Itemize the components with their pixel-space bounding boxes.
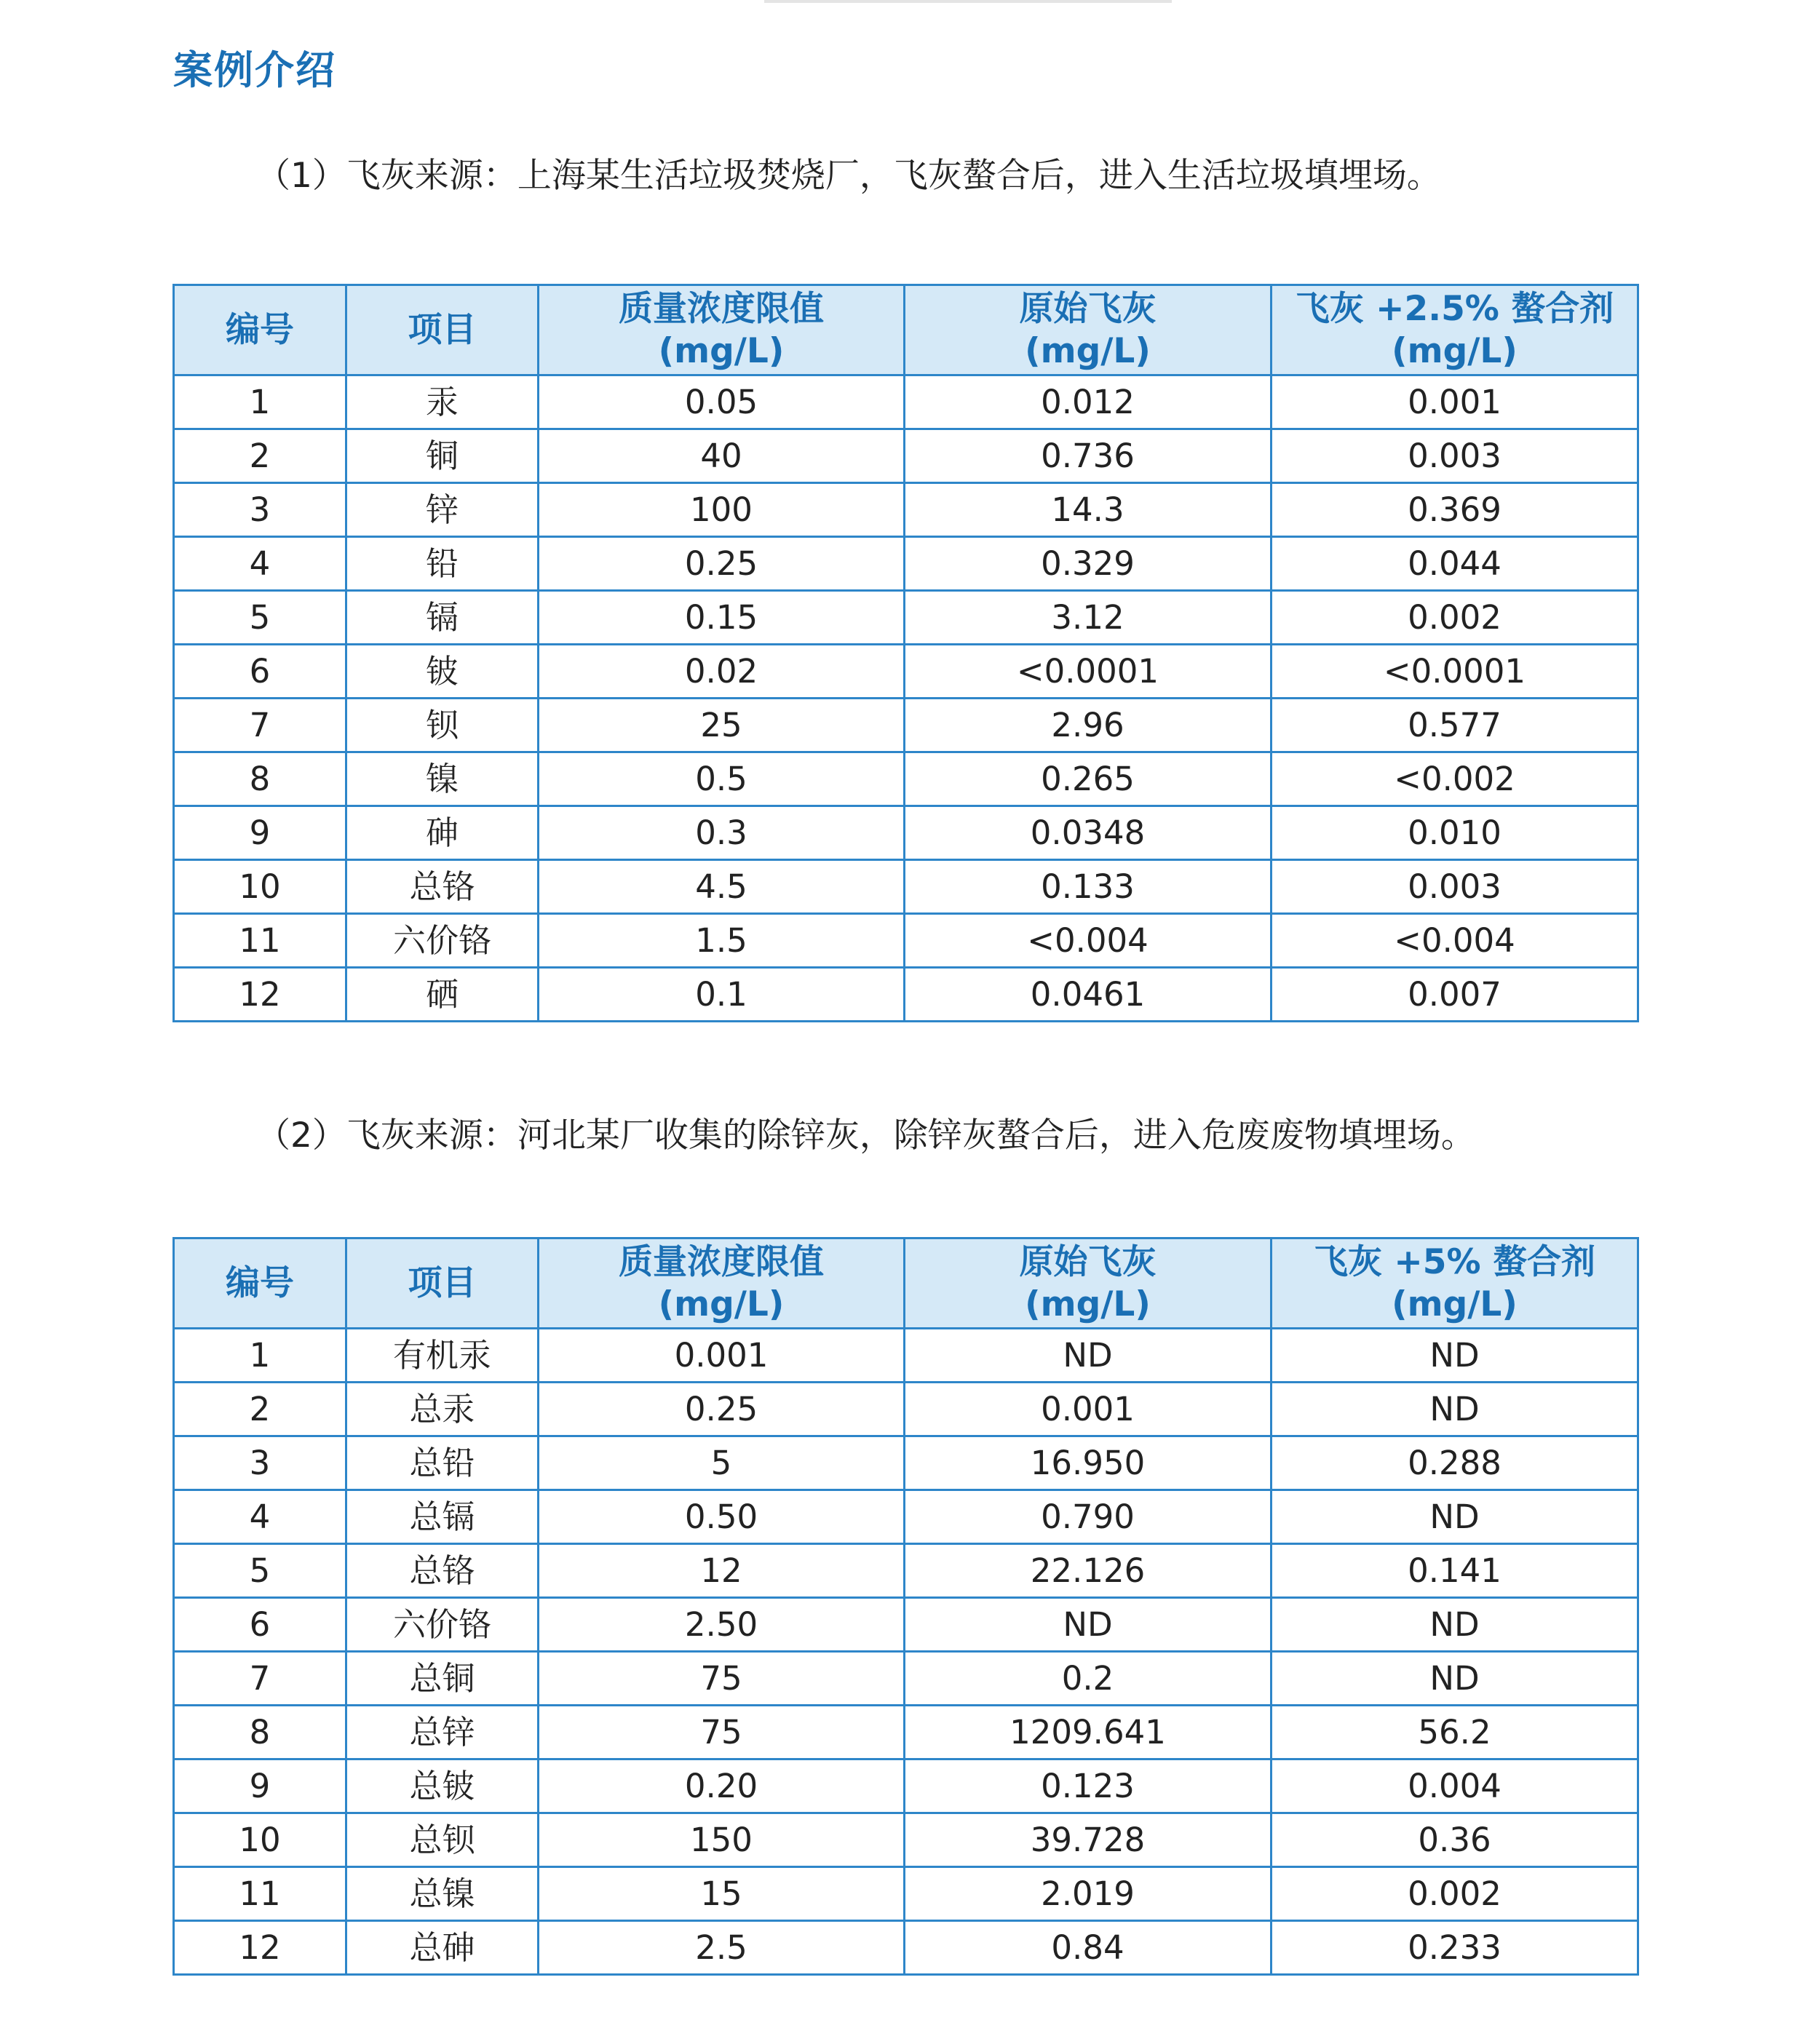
- cell-limit: 150: [539, 1813, 905, 1867]
- cell-treated: 56.2: [1272, 1706, 1638, 1759]
- cell-item: 有机汞: [346, 1329, 539, 1383]
- cell-no: 10: [174, 1813, 346, 1867]
- cell-no: 8: [174, 1706, 346, 1759]
- cell-no: 6: [174, 1598, 346, 1652]
- cell-treated: 0.141: [1272, 1544, 1638, 1598]
- header-no: 编号: [174, 1238, 346, 1329]
- header-limit-unit: (mg/L): [658, 1284, 785, 1324]
- cell-raw: 0.265: [905, 752, 1272, 806]
- cell-limit: 25: [539, 699, 905, 752]
- cell-item: 总汞: [346, 1383, 539, 1436]
- cell-no: 1: [174, 1329, 346, 1383]
- case-2-table-body: [174, 1329, 1638, 1975]
- cell-item: 锌: [346, 483, 539, 537]
- cell-raw: 2.019: [905, 1867, 1272, 1921]
- cell-treated: ND: [1272, 1329, 1638, 1383]
- cell-raw: <0.0001: [905, 645, 1272, 699]
- cell-raw: 0.123: [905, 1759, 1272, 1813]
- cell-limit: 75: [539, 1652, 905, 1706]
- cell-limit: 2.5: [539, 1921, 905, 1975]
- cell-raw: 0.133: [905, 860, 1272, 914]
- cell-treated: 0.288: [1272, 1436, 1638, 1490]
- cell-raw: 2.96: [905, 699, 1272, 752]
- cell-limit: 0.25: [539, 537, 905, 591]
- cell-no: 5: [174, 591, 346, 645]
- cell-treated: 0.002: [1272, 591, 1638, 645]
- header-raw-unit: (mg/L): [1025, 1284, 1151, 1324]
- cell-no: 9: [174, 806, 346, 860]
- cell-item: 总铍: [346, 1759, 539, 1813]
- cell-no: 1: [174, 375, 346, 429]
- cell-raw: 1209.641: [905, 1706, 1272, 1759]
- cell-treated: <0.004: [1272, 914, 1638, 968]
- cell-raw: 0.012: [905, 375, 1272, 429]
- header-raw-label: 原始飞灰: [1019, 1241, 1157, 1282]
- table-row: [174, 752, 1638, 806]
- cell-item: 砷: [346, 806, 539, 860]
- cell-no: 10: [174, 860, 346, 914]
- header-limit: [539, 1238, 905, 1329]
- cell-limit: 0.25: [539, 1383, 905, 1436]
- header-item: 项目: [346, 285, 539, 375]
- table-row: [174, 1921, 1638, 1975]
- cell-treated: ND: [1272, 1383, 1638, 1436]
- cell-treated: 0.577: [1272, 699, 1638, 752]
- cell-treated: 0.004: [1272, 1759, 1638, 1813]
- table-row: [174, 483, 1638, 537]
- table-row: [174, 1706, 1638, 1759]
- cell-raw: 0.0348: [905, 806, 1272, 860]
- table-row: [174, 806, 1638, 860]
- cell-raw: 3.12: [905, 591, 1272, 645]
- cell-item: 汞: [346, 375, 539, 429]
- cell-raw: 0.84: [905, 1921, 1272, 1975]
- table-row: [174, 1383, 1638, 1436]
- cell-raw: 16.950: [905, 1436, 1272, 1490]
- cell-limit: 40: [539, 429, 905, 483]
- header-limit-label: 质量浓度限值: [619, 288, 824, 329]
- cell-item: 六价铬: [346, 914, 539, 968]
- cell-raw: 22.126: [905, 1544, 1272, 1598]
- cell-no: 2: [174, 429, 346, 483]
- table-row: [174, 1436, 1638, 1490]
- cell-raw: 0.329: [905, 537, 1272, 591]
- cell-limit: 75: [539, 1706, 905, 1759]
- cell-treated: 0.003: [1272, 429, 1638, 483]
- table-row: [174, 914, 1638, 968]
- cell-limit: 12: [539, 1544, 905, 1598]
- case-2-description: （2）飞灰来源：河北某厂收集的除锌灰，除锌灰螯合后，进入危废废物填埋场。: [256, 1116, 1475, 1156]
- header-raw-unit: (mg/L): [1025, 330, 1151, 371]
- page-title: 案例介绍: [173, 47, 336, 93]
- cell-no: 3: [174, 1436, 346, 1490]
- cell-item: 总砷: [346, 1921, 539, 1975]
- cell-no: 12: [174, 1921, 346, 1975]
- cell-treated: 0.010: [1272, 806, 1638, 860]
- cell-limit: 0.20: [539, 1759, 905, 1813]
- table-header-row: [174, 285, 1638, 375]
- cell-raw: <0.004: [905, 914, 1272, 968]
- case-1-description: （1）飞灰来源：上海某生活垃圾焚烧厂，飞灰螯合后，进入生活垃圾填埋场。: [256, 156, 1441, 196]
- cell-treated: ND: [1272, 1598, 1638, 1652]
- header-treated: [1272, 1238, 1638, 1329]
- cell-item: 铅: [346, 537, 539, 591]
- cell-raw: 0.736: [905, 429, 1272, 483]
- table-row: [174, 1813, 1638, 1867]
- header-raw-label: 原始飞灰: [1019, 288, 1157, 329]
- cell-no: 4: [174, 537, 346, 591]
- cell-item: 总铜: [346, 1652, 539, 1706]
- cell-no: 7: [174, 1652, 346, 1706]
- cell-raw: 14.3: [905, 483, 1272, 537]
- cell-no: 2: [174, 1383, 346, 1436]
- cell-treated: 0.007: [1272, 968, 1638, 1022]
- cell-treated: 0.001: [1272, 375, 1638, 429]
- cell-limit: 5: [539, 1436, 905, 1490]
- header-limit: [539, 285, 905, 375]
- table-row: [174, 1759, 1638, 1813]
- cell-no: 6: [174, 645, 346, 699]
- cell-limit: 4.5: [539, 860, 905, 914]
- cell-no: 8: [174, 752, 346, 806]
- table-header-row: [174, 1238, 1638, 1329]
- table-row: [174, 1867, 1638, 1921]
- cell-item: 总镍: [346, 1867, 539, 1921]
- table-row: [174, 1544, 1638, 1598]
- cell-item: 镉: [346, 591, 539, 645]
- case-2-table: [172, 1237, 1639, 1976]
- case-1-table-body: [174, 375, 1638, 1022]
- cell-treated: 0.003: [1272, 860, 1638, 914]
- cell-treated: 0.044: [1272, 537, 1638, 591]
- header-no: 编号: [174, 285, 346, 375]
- cell-treated: 0.002: [1272, 1867, 1638, 1921]
- cell-treated: 0.369: [1272, 483, 1638, 537]
- cell-no: 5: [174, 1544, 346, 1598]
- table-row: [174, 375, 1638, 429]
- cell-limit: 100: [539, 483, 905, 537]
- cell-raw: 0.001: [905, 1383, 1272, 1436]
- cell-no: 3: [174, 483, 346, 537]
- table-row: [174, 1490, 1638, 1544]
- table-row: [174, 1598, 1638, 1652]
- header-limit-unit: (mg/L): [658, 330, 785, 371]
- header-treated-unit: (mg/L): [1392, 1284, 1518, 1324]
- cell-limit: 0.15: [539, 591, 905, 645]
- header-treated: [1272, 285, 1638, 375]
- cell-treated: 0.36: [1272, 1813, 1638, 1867]
- table-row: [174, 1329, 1638, 1383]
- cell-item: 钡: [346, 699, 539, 752]
- table-row: [174, 645, 1638, 699]
- cell-limit: 0.50: [539, 1490, 905, 1544]
- cell-raw: 39.728: [905, 1813, 1272, 1867]
- header-limit-label: 质量浓度限值: [619, 1241, 824, 1282]
- table-row: [174, 1652, 1638, 1706]
- cell-no: 11: [174, 914, 346, 968]
- cell-treated: 0.233: [1272, 1921, 1638, 1975]
- table-row: [174, 591, 1638, 645]
- cell-item: 总锌: [346, 1706, 539, 1759]
- table-row: [174, 537, 1638, 591]
- cell-limit: 2.50: [539, 1598, 905, 1652]
- cell-raw: ND: [905, 1329, 1272, 1383]
- header-item: 项目: [346, 1238, 539, 1329]
- cell-item: 铜: [346, 429, 539, 483]
- cell-item: 六价铬: [346, 1598, 539, 1652]
- cell-raw: 0.0461: [905, 968, 1272, 1022]
- cell-item: 总铬: [346, 1544, 539, 1598]
- cell-no: 11: [174, 1867, 346, 1921]
- cell-limit: 0.02: [539, 645, 905, 699]
- case-1-table: [172, 284, 1639, 1022]
- cell-limit: 0.5: [539, 752, 905, 806]
- cell-raw: 0.2: [905, 1652, 1272, 1706]
- header-treated-label: 飞灰 +5% 螯合剂: [1314, 1241, 1595, 1282]
- cell-no: 4: [174, 1490, 346, 1544]
- header-raw: [905, 1238, 1272, 1329]
- cell-treated: ND: [1272, 1652, 1638, 1706]
- cell-treated: ND: [1272, 1490, 1638, 1544]
- table-row: [174, 699, 1638, 752]
- table-row: [174, 968, 1638, 1022]
- cell-item: 总铬: [346, 860, 539, 914]
- cell-raw: ND: [905, 1598, 1272, 1652]
- cell-treated: <0.002: [1272, 752, 1638, 806]
- cell-limit: 0.3: [539, 806, 905, 860]
- cell-item: 总镉: [346, 1490, 539, 1544]
- cell-treated: <0.0001: [1272, 645, 1638, 699]
- cell-item: 镍: [346, 752, 539, 806]
- header-treated-label: 飞灰 +2.5% 螯合剂: [1295, 288, 1614, 329]
- cell-limit: 0.1: [539, 968, 905, 1022]
- table-row: [174, 429, 1638, 483]
- cell-limit: 1.5: [539, 914, 905, 968]
- cell-no: 7: [174, 699, 346, 752]
- cell-item: 总钡: [346, 1813, 539, 1867]
- cell-limit: 15: [539, 1867, 905, 1921]
- cell-limit: 0.001: [539, 1329, 905, 1383]
- cell-raw: 0.790: [905, 1490, 1272, 1544]
- table-row: [174, 860, 1638, 914]
- header-treated-unit: (mg/L): [1392, 330, 1518, 371]
- cell-limit: 0.05: [539, 375, 905, 429]
- cell-no: 12: [174, 968, 346, 1022]
- cell-item: 硒: [346, 968, 539, 1022]
- header-raw: [905, 285, 1272, 375]
- cell-no: 9: [174, 1759, 346, 1813]
- cell-item: 铍: [346, 645, 539, 699]
- top-divider-mark: [764, 0, 1172, 3]
- cell-item: 总铅: [346, 1436, 539, 1490]
